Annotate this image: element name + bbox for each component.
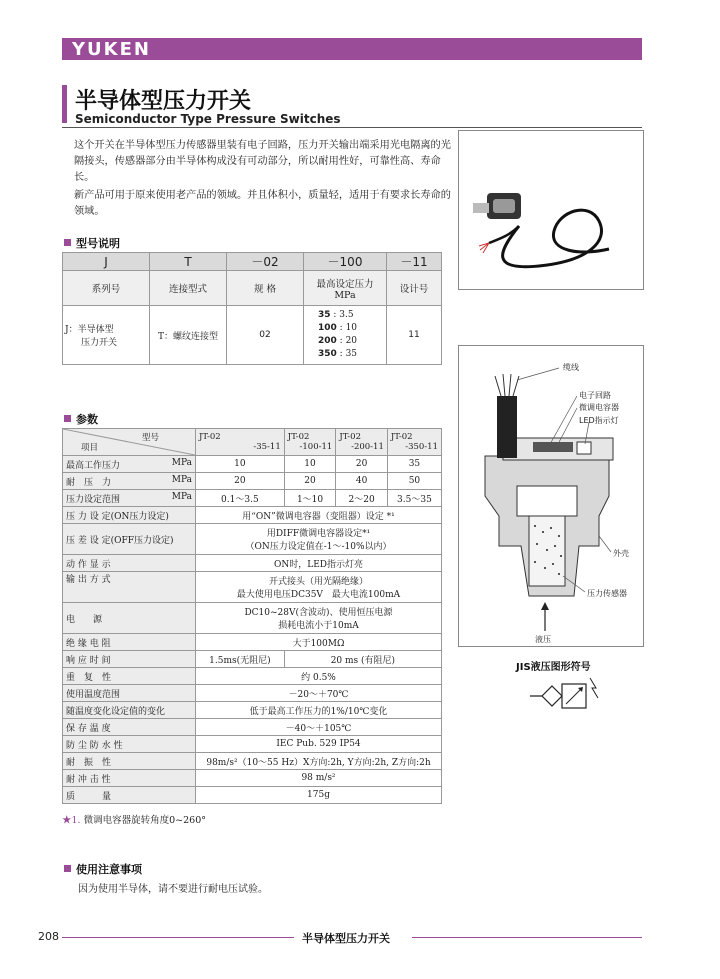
pressure-option: 200 : 20: [318, 336, 358, 346]
table-row: [63, 770, 442, 787]
jis-symbol: [530, 674, 620, 714]
row-label: 使用温度范围: [63, 685, 196, 702]
code-cell: －02: [227, 253, 304, 271]
notes-heading-text: 使用注意事项: [76, 863, 142, 876]
series-cell: [63, 306, 150, 365]
model-column-header: JT-02 -35-11: [196, 429, 285, 456]
row-label: 电 源: [63, 603, 196, 634]
footer-rule-right: [412, 937, 642, 938]
row-value: 1～10: [284, 490, 336, 507]
table-row: [63, 555, 442, 572]
code-cell: T: [150, 253, 227, 271]
row-value: 用DIFF微调电容器设定*¹ （ON压力设定值在-1～-10%以内）: [196, 524, 442, 555]
label-cell: 规 格: [227, 271, 304, 306]
row-value: 3.5～35: [387, 490, 441, 507]
model-column-header: JT-02 -200-11: [336, 429, 388, 456]
pressure-option: 100 : 10: [318, 323, 358, 333]
title-accent-bar: [62, 85, 67, 123]
params-section-heading: [64, 411, 98, 427]
row-label: 绝 缘 电 阻: [63, 634, 196, 651]
table-row: [63, 651, 442, 668]
params-heading-text: 参数: [76, 413, 98, 426]
intro-paragraph: 这个开关在半导体型压力传感器里装有电子回路，压力开关输出端采用光电隔离的光隔接头，传感器部分由半导体构成没有可动部分，所以耐用性好，可靠性高、寿命长。: [74, 140, 451, 183]
pressure-option: 350 : 35: [318, 349, 358, 359]
intro-paragraph: 新产品可用于原来使用老产品的领域。并且体积小，质量轻，适用于有要求长寿命的领域。: [74, 190, 451, 217]
pressure-list-cell: [304, 306, 387, 365]
connection-cell: T：螺纹连接型: [150, 306, 227, 365]
label-cable: 缆线: [563, 363, 579, 372]
row-label: 动 作 显 示: [63, 555, 196, 572]
row-label: 最高工作压力 MPa: [63, 456, 196, 473]
label-housing: 外壳: [613, 549, 629, 558]
row-value: 低于最高工作压力的1%/10℃变化: [196, 702, 442, 719]
table-row: [63, 456, 442, 473]
row-label: 耐 压 力 MPa: [63, 473, 196, 490]
row-value: 175g: [196, 787, 442, 804]
row-label: 压 力 设 定(ON压力设定): [63, 507, 196, 524]
row-value: 用“ON”微调电容器（变阻器）设定 *¹: [196, 507, 442, 524]
header-corner: [63, 429, 196, 456]
series-line: J：半导体型: [65, 325, 114, 335]
header-bar: [62, 38, 642, 60]
label-sensor: 压力传感器: [587, 589, 627, 598]
pressure-option: 35 : 3.5: [318, 310, 354, 320]
table-row: [63, 473, 442, 490]
pressure-unit: MPa: [334, 289, 356, 301]
code-cell: －100: [304, 253, 387, 271]
code-cell: J: [63, 253, 150, 271]
code-cell: －11: [387, 253, 442, 271]
footnote: [62, 812, 206, 826]
table-row: [63, 753, 442, 770]
row-value: 约 0.5%: [196, 668, 442, 685]
footnote-text: 微调电容器旋转角度0~260°: [83, 815, 206, 826]
label-cell: 连接型式: [150, 271, 227, 306]
header-model-label: 型号: [141, 433, 159, 443]
row-label: 随温度变化设定值的变化: [63, 702, 196, 719]
row-value: ON时，LED指示灯亮: [196, 555, 442, 572]
label-led: LED指示灯: [579, 416, 619, 425]
table-row: [63, 507, 442, 524]
row-value: －20～＋70℃: [196, 685, 442, 702]
row-value: DC10~28V(含波动)、使用恒压电源 损耗电流小于10mA: [196, 603, 442, 634]
label-cell: 系列号: [63, 271, 150, 306]
label-cell: 设计号: [387, 271, 442, 306]
notes-text: 因为使用半导体，请不要进行耐电压试验。: [78, 884, 268, 895]
label-trimmer: 微调电容器: [579, 403, 619, 412]
row-label: 耐 振 性: [63, 753, 196, 770]
table-row: [63, 490, 442, 507]
row-value: 2～20: [336, 490, 388, 507]
row-label: 压力设定范围 MPa: [63, 490, 196, 507]
row-value: 20: [196, 473, 285, 490]
jis-symbol-title: JIS液压图形符号: [516, 662, 591, 673]
table-row: [63, 668, 442, 685]
row-value: 40: [336, 473, 388, 490]
label-cell: [304, 271, 387, 306]
row-label: 重 复 性: [63, 668, 196, 685]
table-row: [63, 634, 442, 651]
row-value: 35: [387, 456, 441, 473]
table-row: [63, 719, 442, 736]
row-value: 大于100MΩ: [196, 634, 442, 651]
row-value: 20 ms (有阻尼): [284, 651, 441, 668]
section-square-icon: [64, 865, 71, 872]
notes-section-heading: [64, 861, 142, 877]
row-value: 0.1～3.5: [196, 490, 285, 507]
row-value: 50: [387, 473, 441, 490]
cross-section-diagram: [458, 345, 644, 647]
footer-rule-left: [62, 937, 294, 938]
row-value: 20: [336, 456, 388, 473]
header-item-label: 项目: [81, 443, 99, 453]
intro-text: [74, 138, 452, 222]
row-label: 压 差 设 定(OFF压力设定): [63, 524, 196, 555]
row-value: 98 m/s²: [196, 770, 442, 787]
series-line: 压力开关: [81, 338, 118, 348]
product-photo: [458, 130, 644, 290]
row-value: －40～＋105℃: [196, 719, 442, 736]
table-row: [63, 685, 442, 702]
row-label: 防 尘 防 水 性: [63, 736, 196, 753]
page-subtitle: Semiconductor Type Pressure Switches: [75, 112, 341, 126]
row-value: IEC Pub. 529 IP54: [196, 736, 442, 753]
params-table: [62, 428, 442, 804]
row-value: 20: [284, 473, 336, 490]
row-label: 保 存 温 度: [63, 719, 196, 736]
row-label: 质 量: [63, 787, 196, 804]
row-value: 98m/s²（10～55 Hz）X方向:2h, Y方向:2h, Z方向:2h: [196, 753, 442, 770]
section-square-icon: [64, 239, 71, 246]
label-circuit: 电子回路: [579, 391, 611, 400]
title-divider: [62, 127, 642, 128]
footnote-mark: ★1.: [62, 815, 81, 826]
footer-title: 半导体型压力开关: [302, 932, 390, 945]
section-square-icon: [64, 415, 71, 422]
table-row: [63, 603, 442, 634]
model-column-header: JT-02 -100-11: [284, 429, 336, 456]
page-number: 208: [38, 930, 59, 943]
page-title: 半导体型压力开关: [75, 89, 252, 114]
table-row: [63, 702, 442, 719]
model-column-header: JT-02 -350-11: [387, 429, 441, 456]
row-label: 输 出 方 式: [63, 572, 196, 603]
design-cell: 11: [387, 306, 442, 365]
max-pressure-label: 最高设定压力: [316, 278, 374, 290]
model-heading-text: 型号说明: [76, 237, 120, 250]
table-row: [63, 736, 442, 753]
table-row: [63, 787, 442, 804]
model-code-table: [62, 252, 442, 365]
brand-logo: YUKEN: [72, 39, 151, 60]
row-label: 响 应 时 间: [63, 651, 196, 668]
table-row: [63, 572, 442, 603]
model-section-heading: [64, 235, 120, 251]
row-value: 10: [284, 456, 336, 473]
row-label: 耐 冲 击 性: [63, 770, 196, 787]
table-row: [63, 524, 442, 555]
label-hydraulic: 液压: [535, 635, 551, 644]
row-value: 10: [196, 456, 285, 473]
row-value: 1.5ms(无阻尼): [196, 651, 285, 668]
size-cell: 02: [227, 306, 304, 365]
row-value: 开式接头（用光隔绝缘） 最大使用电压DC35V 最大电流100mA: [196, 572, 442, 603]
